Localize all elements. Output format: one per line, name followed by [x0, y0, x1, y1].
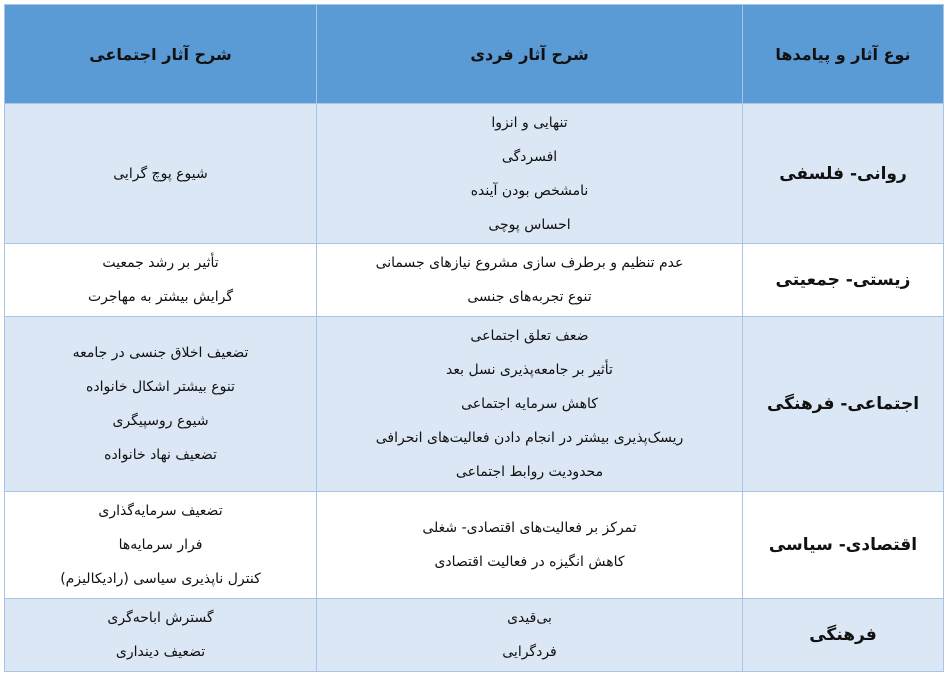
- social-effects-cell: [5, 104, 317, 244]
- header-type: نوع آثار و پیامدها: [743, 5, 944, 104]
- social-effect: تضعیف دینداری: [115, 644, 206, 660]
- individual-effect: تنوع تجربه‌های جنسی: [467, 289, 592, 305]
- row-type: فرهنگی: [743, 599, 944, 672]
- social-effect: تضعیف اخلاق جنسی در جامعه: [72, 345, 249, 361]
- individual-effect: ریسک‌پذیری بیشتر در انجام دادن فعالیت‌های انحرافی: [375, 430, 684, 446]
- table-row: [5, 244, 944, 317]
- social-effect: گسترش اباحه‌گری: [107, 610, 214, 626]
- social-effect: تأثیر بر رشد جمعیت: [102, 255, 219, 271]
- individual-effect: احساس پوچی: [488, 216, 571, 233]
- individual-effect: ضعف تعلق اجتماعی: [470, 328, 589, 344]
- social-effects-cell: [5, 317, 317, 492]
- social-effects-cell: [5, 244, 317, 317]
- table-row: [5, 492, 944, 599]
- individual-effects-cell: [317, 244, 743, 317]
- social-effect: تنوع بیشتر اشکال خانواده: [86, 379, 235, 395]
- individual-effect: تأثیر بر جامعه‌پذیری نسل بعد: [446, 362, 613, 378]
- individual-effect: عدم تنظیم و برطرف سازی مشروع نیازهای جسمانی: [375, 255, 684, 271]
- social-effects-cell: [5, 599, 317, 672]
- table-row: [5, 599, 944, 672]
- table-header: [5, 5, 944, 104]
- individual-effect: فردگرایی: [502, 644, 557, 660]
- individual-effect: نامشخص بودن آینده: [470, 182, 589, 199]
- individual-effects-cell: [317, 599, 743, 672]
- row-type: روانی- فلسفی: [743, 104, 944, 244]
- individual-effects-cell: [317, 492, 743, 599]
- individual-effect: تنهایی و انزوا: [491, 114, 568, 131]
- individual-effects-cell: [317, 104, 743, 244]
- table-row: [5, 317, 944, 492]
- header-social: شرح آثار اجتماعی: [5, 5, 317, 104]
- social-effect: شیوع پوچ گرایی: [113, 165, 208, 182]
- header-row: [5, 5, 944, 104]
- social-effect: کنترل ناپذیری سیاسی (رادیکالیزم): [60, 571, 261, 587]
- individual-effect: تمرکز بر فعالیت‌های اقتصادی- شغلی: [422, 520, 637, 536]
- consequences-table-container: [4, 4, 943, 672]
- social-effect: تضعیف نهاد خانواده: [104, 447, 217, 463]
- individual-effect: کاهش انگیزه در فعالیت اقتصادی: [434, 554, 625, 570]
- individual-effect: کاهش سرمایه اجتماعی: [461, 396, 598, 412]
- table-row: [5, 104, 944, 244]
- individual-effect: محدودیت روابط اجتماعی: [455, 464, 604, 480]
- consequences-table: [4, 4, 944, 672]
- header-individual: شرح آثار فردی: [317, 5, 743, 104]
- social-effect: گرایش بیشتر به مهاجرت: [87, 289, 234, 305]
- individual-effects-cell: [317, 317, 743, 492]
- row-type: اقتصادی- سیاسی: [743, 492, 944, 599]
- table-body: [5, 104, 944, 672]
- social-effect: تضعیف سرمایه‌گذاری: [98, 503, 223, 519]
- row-type: زیستی- جمعیتی: [743, 244, 944, 317]
- individual-effect: بی‌قیدی: [507, 610, 552, 626]
- individual-effect: افسردگی: [501, 148, 558, 165]
- social-effects-cell: [5, 492, 317, 599]
- social-effect: فرار سرمایه‌ها: [118, 537, 203, 553]
- row-type: اجتماعی- فرهنگی: [743, 317, 944, 492]
- social-effect: شیوع روسپیگری: [112, 413, 209, 429]
